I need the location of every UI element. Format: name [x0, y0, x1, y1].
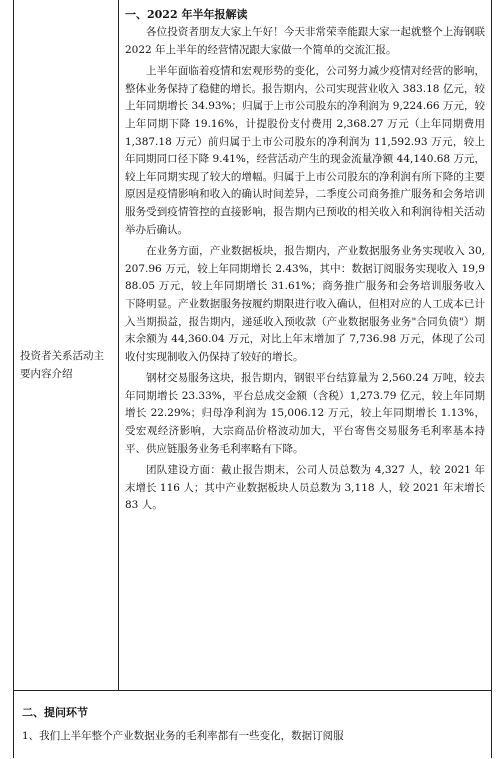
- paragraph-team-building: 团队建设方面：截止报告期末，公司人员总数为 4,327 人，较 2021 年末增长 116 人；其中产业数据板块人员总数为 3,118 人，较 2021 年末增长 83 人。: [125, 464, 485, 512]
- qa-section-row: [14, 690, 491, 759]
- left-label-cell: [14, 0, 119, 690]
- section-heading-qa: 二、提问环节: [22, 706, 88, 719]
- row-label: 投资者关系活动主要内容介绍: [20, 350, 104, 380]
- paragraph-steel-trading: 钢材交易服务这块，报告期内，钢银平台结算量为 2,560.24 万吨，较去年同期增长 23.33%，平台总成交金额（含税）1,273.79 亿元，较上年同期增长 22.29%；归母净利润为 15,006.12 万元，较上年同期增长 1.13%，受宏观经济影响，大宗商品价格波动加大，平台寄售交易服务毛利率基本持平、供应链服务业务毛利率略有下降。: [125, 372, 485, 455]
- paragraph-greeting: 各位投资者朋友大家上午好！今天非常荣幸能跟大家一起就整个上海钢联 2022 年上半年的经营情况跟大家做一个简单的交流汇报。: [125, 26, 485, 56]
- paragraph-financial-results: 上半年面临着疫情和宏观形势的变化，公司努力减少疫情对经营的影响，整体业务保持了稳健的增长。报告期内，公司实现营业收入 383.18 亿元，较上年同期增长 34.93%；归属于上市公司股东的净利润为 9,224.66 万元，较上年同期下降 19.16%，计提股份支付费用 2,368.27 万元（上年同期费用 1,387.18 万元）前归属于上市公司股东的净利润为 11,592.93 万元，较上年同期同口径下降 9.41%，经营活动产生的现金流量净额 44,140.68 万元，较上年同期实现了较大的增幅。归属于上市公司股东的净利润有所下降的主要原因是疫情影响和收入的确认时间差异，二季度公司商务推广服务和会务培训服务受到疫情管控的直接影响，报告期内已预收的相关收入和利润待相关活动举办后确认。: [125, 65, 485, 236]
- section-heading-report: 一、2022 年半年报解读: [125, 8, 248, 21]
- document-table: [13, 0, 492, 758]
- paragraph-industry-data: 在业务方面，产业数据板块，报告期内，产业数据服务业务实现收入 30,207.96 万元，较上年同期增长 2.43%，其中：数据订阅服务实现收入 19,988.05 万元，较上年同期增长 31.61%；商务推广服务和会务培训服务收入下降明显。产业数据服务按履约期限进行收入确认，但相对应的人工成本已计入当期损益，报告期内，递延收入预收款（产业数据服务业务"合同负债"）期末余额为 44,360.04 万元，对比上年末增加了 7,736.98 万元，体现了公司收付实现制收入仍保持了较好的增长。: [125, 245, 485, 363]
- qa-question-text: 1、我们上半年整个产业数据业务的毛利率都有一些变化，数据订阅服: [22, 730, 344, 742]
- content-cell: [119, 0, 491, 690]
